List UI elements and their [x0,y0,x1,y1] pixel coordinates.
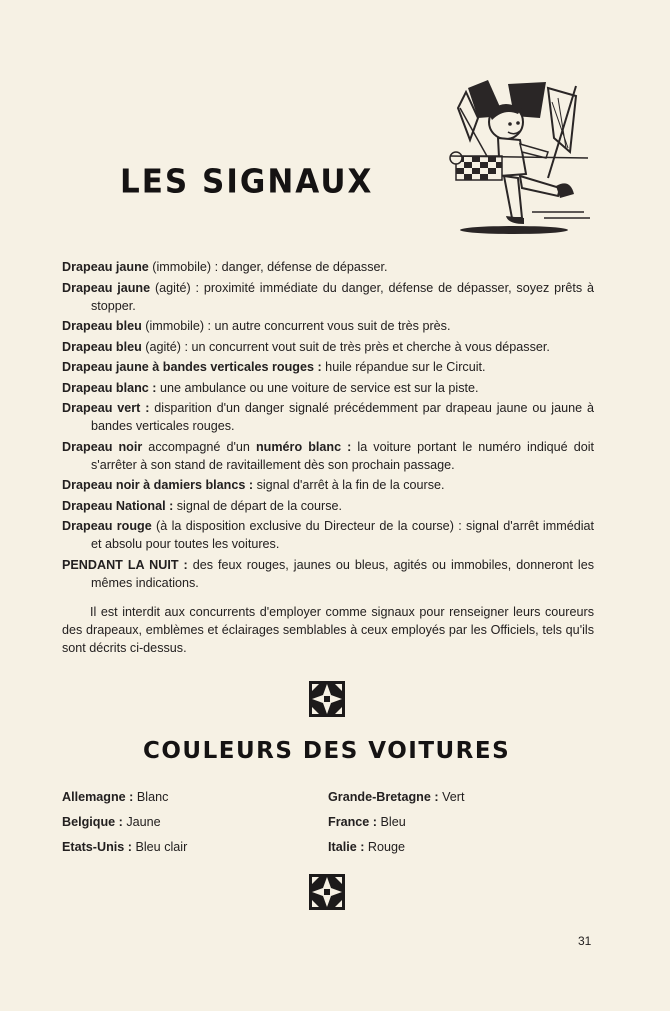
color-value: Bleu clair [131,840,188,854]
country-label: Grande-Bretagne : [328,790,439,804]
signal-text: des feux rouges, jaunes ou bleus, agités ou immobiles, donneront les mêmes indications. [91,557,594,590]
ornament-icon [309,874,345,910]
signal-term: Drapeau jaune à bandes verticales rouges : [62,360,322,374]
signal-text: (à la disposition exclusive du Directeur de la course) : signal d'arrêt immédiat et absolu pour toutes les voitures. [91,519,594,551]
signal-term: PENDANT LA NUIT : [62,557,188,572]
signal-text: accompagné d'un [142,439,256,454]
signal-text: huile répandue sur le Circuit. [321,360,486,374]
signal-item [62,279,594,315]
signal-text: une ambulance ou une voiture de service est sur la piste. [156,380,479,395]
color-row [62,810,187,835]
signal-text: (agité) : un concurrent vout suit de très près et cherche à vous dépasser. [141,339,550,354]
page-number: 31 [578,934,592,948]
signal-text: signal d'arrêt à la fin de la course. [253,478,445,492]
color-row [62,785,187,810]
heading-signals: LES SIGNAUX [120,163,374,201]
country-label: Allemagne : [62,790,134,804]
flag-marshal-illustration [448,78,593,238]
signal-item [62,317,594,335]
signal-term: Drapeau bleu [62,339,142,354]
signal-item [62,438,594,474]
colors-right-column [328,785,464,860]
signal-item [62,399,594,435]
color-row [328,835,464,860]
signal-term: Drapeau jaune [62,280,151,295]
colors-left-column [62,785,187,860]
signal-term: Drapeau jaune [62,260,149,274]
signal-term: Drapeau blanc : [62,380,157,395]
signal-text: disparition d'un danger signalé précédemment par drapeau jaune ou jaune à bandes verticales rouges. [91,401,594,433]
signal-item [62,476,594,494]
color-value: Bleu [377,815,406,829]
color-value: Blanc [133,790,169,804]
color-row [62,835,187,860]
country-label: France : [328,815,377,829]
signal-item [62,379,594,397]
color-value: Vert [438,790,465,804]
country-label: Belgique : [62,815,123,829]
signal-text-2: la voiture portant le numéro indiqué doit s'arrêter à son stand de ravitaillement dès son prochain passage. [91,439,595,472]
signal-item [62,358,594,376]
signal-term: Drapeau noir à damiers blancs : [62,478,254,492]
ornament-icon [309,681,345,717]
signal-text: (immobile) : un autre concurrent vous suit de très près. [141,319,451,333]
signal-term: Drapeau National : [62,498,174,513]
color-value: Rouge [364,840,406,854]
signal-item [62,338,594,356]
interdiction-paragraph: Il est interdit aux concurrents d'employer comme signaux pour renseigner leurs coureurs des drapeaux, emblèmes et éclairages semblables à ceux employés par les Officiels, tels qu'ils sont décrits ci-dessus. [62,604,594,655]
signal-term: Drapeau rouge [62,519,152,533]
signal-term: Drapeau noir [62,439,143,454]
signal-text: (immobile) : danger, défense de dépasser. [148,260,388,274]
signal-text: (agité) : proximité immédiate du danger, défense de dépasser, soyez prêts à stopper. [91,280,594,313]
heading-colors: COULEURS DES VOITURES [143,738,511,764]
country-label: Italie : [328,840,365,854]
color-value: Jaune [122,815,161,829]
signal-term: Drapeau bleu [62,319,142,333]
color-row [328,810,464,835]
signal-item [62,517,594,553]
signal-term: Drapeau vert : [62,401,150,415]
signal-text: signal de départ de la course. [173,498,342,513]
signal-item [62,556,594,592]
color-row [328,785,464,810]
signal-item [62,258,594,276]
country-label: Etats-Unis : [62,840,132,854]
signals-list [62,258,594,657]
signal-item [62,497,594,515]
signal-term-2: numéro blanc : [255,439,352,454]
